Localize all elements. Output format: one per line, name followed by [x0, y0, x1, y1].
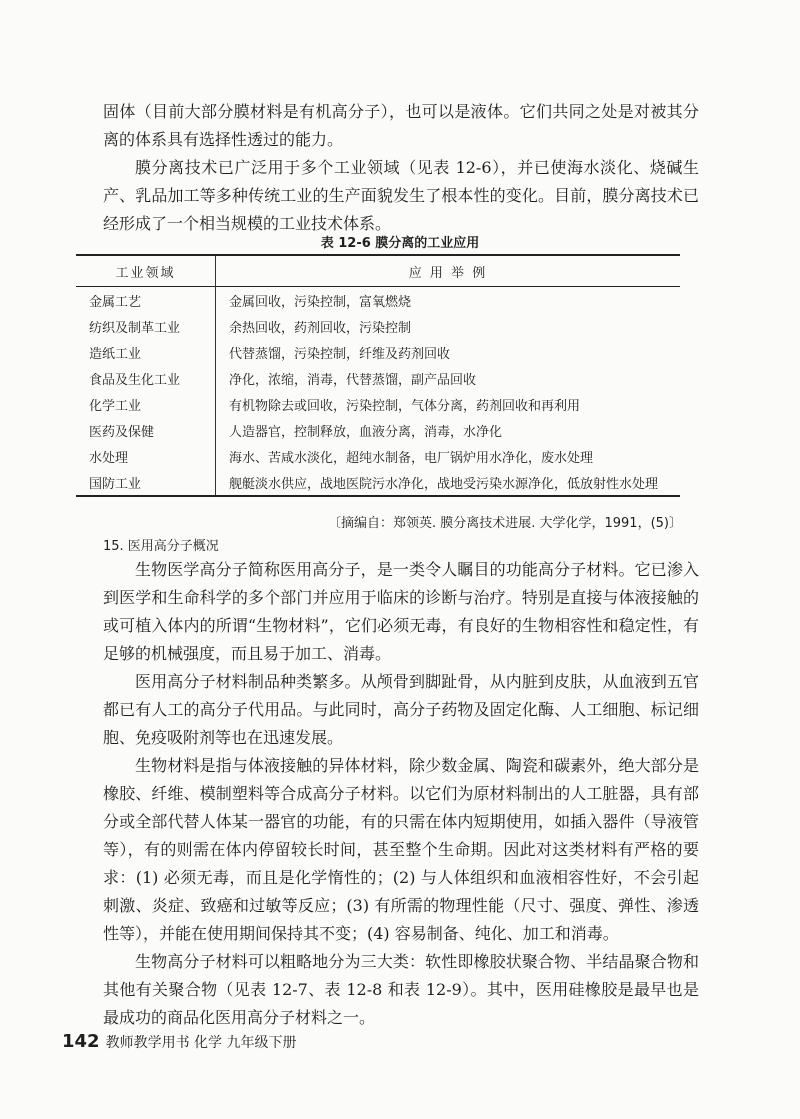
section-paragraph-2: 医用高分子材料制品种类繁多。从颅骨到脚趾骨，从内脏到皮肤，从血液到五官都已有人工的高分子代用品。与此同时，高分子药物及固定化酶、人工细胞、标记细胞、免疫吸附剂等也在迅速发展。 — [103, 672, 699, 747]
table-title: 表 12-6 膜分离的工业应用 — [320, 236, 480, 251]
book-title: 教师教学用书 化学 九年级下册 — [105, 1035, 297, 1051]
industry-cell: 国防工业 — [76, 469, 216, 496]
header-examples: 应 用 举 例 — [408, 265, 488, 281]
page-number: 142 — [62, 1031, 100, 1052]
examples-cell: 代替蒸馏，污染控制，纤维及药剂回收 — [229, 346, 451, 362]
industry-cell: 金属工艺 — [76, 287, 216, 314]
examples-cell: 净化，浓缩，消毒，代替蒸馏，副产品回收 — [229, 372, 477, 388]
section-heading: 15. 医用高分子概况 — [103, 539, 219, 554]
page-footer — [62, 1031, 296, 1052]
industry-cell: 水处理 — [76, 443, 216, 469]
table-row — [76, 417, 680, 443]
table-source-citation: 〔摘编自：郑领英. 膜分离技术进展. 大学化学，1991，(5)〕 — [327, 516, 682, 531]
section-paragraph-3: 生物材料是指与体液接触的异体材料，除少数金属、陶瓷和碳素外，绝大部分是橡胶、纤维、模制塑料等合成高分子材料。以它们为原材料制出的人工脏器，具有部分或全部代替人体某一器官的功能，有的只需在体内短期使用，如插入器件（导液管等），有的则需在体内停留较长时间，甚至整个生命期。因此对这类材料有严格的要求：(1) 必须无毒，而且是化学惰性的；(2) 与人体组织和血液相容性好，不会引起刺激、炎症、致癌和过敏等反应；(3) 有所需的物理性能（尺寸、强度、弹性、渗透性等），并能在使用期间保持其不变；(4) 容易制备、纯化、加工和消毒。 — [103, 756, 699, 943]
examples-cell: 余热回收，药剂回收，污染控制 — [229, 320, 412, 336]
table-row — [76, 339, 680, 365]
examples-cell: 海水、苦咸水淡化，超纯水制备，电厂锅炉用水净化，废水处理 — [229, 450, 594, 466]
industry-cell: 医药及保健 — [76, 417, 216, 443]
industry-cell: 化学工业 — [76, 391, 216, 417]
industry-cell: 纺织及制革工业 — [76, 313, 216, 339]
table-row — [76, 469, 680, 496]
section-paragraph-4: 生物高分子材料可以粗略地分为三大类：软性即橡胶状聚合物、半结晶聚合物和其他有关聚合物（见表 12-7、表 12-8 和表 12-9）。其中，医用硅橡胶是最早也是最成功的商品化医用高分子材料之一。 — [103, 952, 699, 1027]
intro-paragraph-2: 膜分离技术已广泛用于多个工业领域（见表 12-6），并已使海水淡化、烧碱生产、乳品加工等多种传统工业的生产面貌发生了根本性的变化。目前，膜分离技术已经形成了一个相当规模的工业技术体系。 — [103, 158, 699, 233]
table-header-row — [76, 255, 680, 287]
industry-cell: 食品及生化工业 — [76, 365, 216, 391]
intro-paragraph-1: 固体（目前大部分膜材料是有机高分子），也可以是液体。它们共同之处是对被其分离的体系具有选择性透过的能力。 — [103, 102, 699, 149]
table-row — [76, 365, 680, 391]
examples-cell: 有机物除去或回收，污染控制，气体分离，药剂回收和再利用 — [229, 398, 581, 414]
header-industry: 工业领域 — [76, 255, 216, 287]
table-row — [76, 287, 680, 314]
table-row — [76, 391, 680, 417]
examples-cell: 舰艇淡水供应，战地医院污水净化，战地受污染水源净化，低放射性水处理 — [229, 476, 659, 492]
examples-cell: 人造器官，控制释放，血液分离，消毒，水净化 — [229, 424, 503, 440]
examples-cell: 金属回收，污染控制，富氧燃烧 — [229, 294, 412, 310]
section-paragraph-1: 生物医学高分子简称医用高分子，是一类令人瞩目的功能高分子材料。它已渗入到医学和生命科学的多个部门并应用于临床的诊断与治疗。特别是直接与体液接触的或可植入体内的所谓“生物材料”，它们必须无毒，有良好的生物相容性和稳定性，有足够的机械强度，而且易于加工、消毒。 — [103, 560, 699, 663]
industry-cell: 造纸工业 — [76, 339, 216, 365]
table-row — [76, 443, 680, 469]
membrane-applications-table — [76, 254, 680, 497]
table-row — [76, 313, 680, 339]
